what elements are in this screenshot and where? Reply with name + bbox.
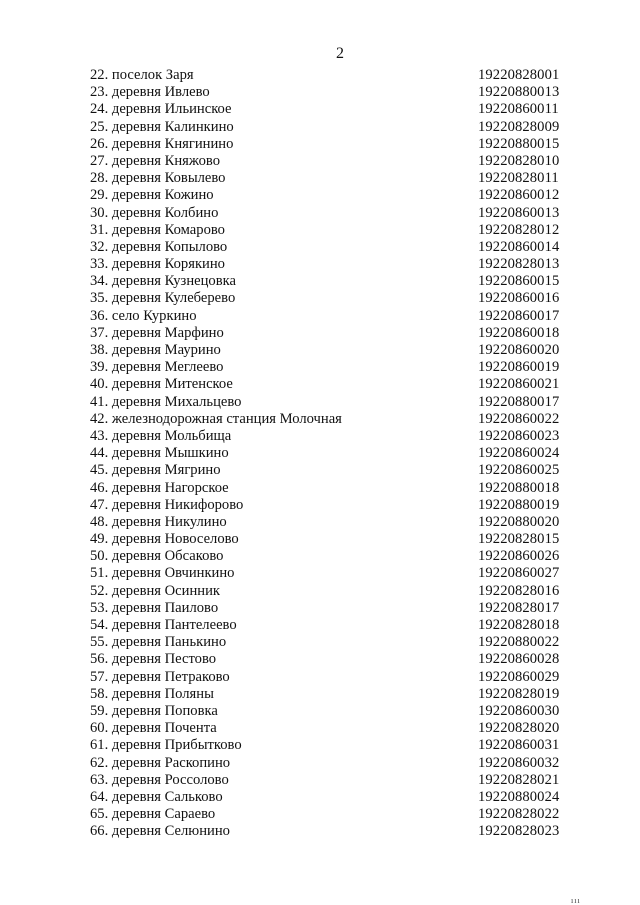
settlement-name: 47. деревня Никифорово: [90, 496, 244, 513]
list-item: [90, 462, 570, 479]
settlement-name: 53. деревня Паилово: [90, 599, 219, 616]
settlement-code: 19220860030: [478, 702, 560, 719]
settlement-name: 23. деревня Ивлево: [90, 84, 210, 101]
settlement-name: 38. деревня Маурино: [90, 342, 221, 358]
settlement-code: 19220860027: [478, 565, 560, 582]
settlement-name: 25. деревня Калинкино: [90, 118, 234, 135]
list-item: [90, 651, 570, 668]
settlement-code: 19220860011: [478, 101, 559, 118]
list-item: [90, 101, 570, 118]
list-item: [90, 411, 570, 428]
list-item: [90, 376, 570, 393]
list-item: [90, 686, 570, 703]
list-item: [90, 205, 570, 222]
settlement-name: 36. село Куркино: [90, 307, 197, 324]
settlement-code: 19220860015: [478, 273, 560, 290]
settlement-name: 64. деревня Сальково: [90, 788, 223, 805]
settlement-code: 19220860014: [478, 238, 560, 255]
settlement-name: 34. деревня Кузнецовка: [90, 273, 236, 290]
settlement-code: 19220880024: [478, 788, 560, 805]
settlement-code: 19220860026: [478, 548, 560, 565]
settlement-code: 19220828009: [478, 118, 560, 135]
settlement-name: 65. деревня Сараево: [90, 806, 216, 823]
settlement-name: 61. деревня Прибытково: [90, 737, 242, 754]
settlement-code: 19220828016: [478, 582, 560, 599]
settlement-code: 19220860028: [478, 651, 560, 668]
list-item: [90, 256, 570, 273]
settlement-name: 43. деревня Мольбища: [90, 427, 232, 444]
list-item: [90, 737, 570, 754]
settlement-name: 55. деревня Панькино: [90, 634, 227, 651]
corner-scan-mark: ııı: [571, 896, 581, 905]
settlement-list: [90, 67, 570, 840]
settlement-code: 19220860029: [478, 668, 560, 685]
settlement-code: 19220880022: [478, 634, 560, 651]
settlement-code: 19220860020: [478, 342, 560, 358]
settlement-name: 59. деревня Поповка: [90, 702, 218, 719]
settlement-name: 37. деревня Марфино: [90, 324, 224, 341]
settlement-name: 58. деревня Поляны: [90, 685, 214, 702]
list-item: [90, 720, 570, 737]
settlement-code: 19220828022: [478, 806, 560, 823]
settlement-name: 26. деревня Княгинино: [90, 135, 234, 152]
settlement-code: 19220860021: [478, 376, 560, 393]
settlement-name: 50. деревня Обсаково: [90, 548, 224, 565]
settlement-name: 35. деревня Кулеберево: [90, 290, 236, 307]
settlement-code: 19220828012: [478, 221, 560, 238]
settlement-name: 27. деревня Княжово: [90, 152, 220, 169]
list-item: [90, 308, 570, 325]
list-item: [90, 187, 570, 204]
settlement-name: 44. деревня Мышкино: [90, 445, 229, 462]
settlement-name: 32. деревня Копылово: [90, 238, 228, 255]
settlement-code: 19220880017: [478, 393, 560, 410]
settlement-name: 30. деревня Колбино: [90, 204, 219, 221]
list-item: [90, 772, 570, 789]
settlement-code: 19220860018: [478, 324, 560, 341]
list-item: [90, 755, 570, 772]
settlement-name: 54. деревня Пантелеево: [90, 617, 237, 633]
settlement-code: 19220828023: [478, 823, 560, 840]
list-item: [90, 136, 570, 153]
settlement-name: 28. деревня Ковылево: [90, 170, 226, 187]
settlement-name: 48. деревня Никулино: [90, 513, 227, 530]
list-item: [90, 119, 570, 136]
settlement-code: 19220828019: [478, 685, 560, 702]
list-item: [90, 497, 570, 514]
settlement-code: 19220860016: [478, 290, 560, 307]
list-item: [90, 583, 570, 600]
settlement-name: 45. деревня Мягрино: [90, 462, 221, 479]
list-item: [90, 170, 570, 187]
settlement-code: 19220860025: [478, 462, 560, 479]
settlement-name: 63. деревня Россолово: [90, 771, 229, 788]
list-item: [90, 342, 570, 359]
settlement-code: 19220880013: [478, 84, 560, 101]
settlement-code: 19220860017: [478, 307, 560, 324]
list-item: [90, 548, 570, 565]
settlement-code: 19220860024: [478, 445, 560, 462]
list-item: [90, 359, 570, 376]
settlement-name: 31. деревня Комарово: [90, 221, 225, 238]
settlement-code: 19220828001: [478, 67, 560, 83]
settlement-code: 19220860012: [478, 187, 560, 204]
list-item: [90, 153, 570, 170]
settlement-code: 19220828018: [478, 617, 560, 633]
list-item: [90, 325, 570, 342]
settlement-code: 19220860019: [478, 359, 560, 376]
list-item: [90, 290, 570, 307]
settlement-code: 19220880018: [478, 479, 560, 496]
settlement-name: 42. железнодорожная станция Молочная: [90, 410, 342, 427]
settlement-code: 19220880015: [478, 135, 560, 152]
list-item: [90, 806, 570, 823]
settlement-name: 41. деревня Михальцево: [90, 393, 242, 410]
settlement-name: 57. деревня Петраково: [90, 668, 230, 685]
settlement-name: 62. деревня Раскопино: [90, 754, 231, 771]
settlement-name: 40. деревня Митенское: [90, 376, 233, 393]
settlement-code: 19220828013: [478, 256, 560, 273]
settlement-name: 52. деревня Осинник: [90, 582, 220, 599]
settlement-name: 66. деревня Селюнино: [90, 823, 230, 840]
settlement-name: 39. деревня Меглеево: [90, 359, 224, 376]
settlement-code: 19220880019: [478, 496, 560, 513]
settlement-code: 19220860022: [478, 410, 560, 427]
settlement-name: 29. деревня Кожино: [90, 187, 214, 204]
settlement-code: 19220860013: [478, 204, 560, 221]
list-item: [90, 394, 570, 411]
settlement-code: 19220828011: [478, 170, 559, 187]
settlement-name: 46. деревня Нагорское: [90, 479, 229, 496]
list-item: [90, 823, 570, 840]
list-item: [90, 565, 570, 582]
settlement-name: 51. деревня Овчинкино: [90, 565, 235, 582]
settlement-name: 22. поселок Заря: [90, 67, 194, 83]
settlement-code: 19220828010: [478, 152, 560, 169]
list-item: [90, 634, 570, 651]
settlement-code: 19220828021: [478, 771, 560, 788]
list-item: [90, 239, 570, 256]
page-number: 2: [336, 45, 344, 62]
list-item: [90, 84, 570, 101]
settlement-code: 19220860031: [478, 737, 560, 754]
settlement-code: 19220828020: [478, 720, 560, 737]
list-item: [90, 67, 570, 84]
list-item: [90, 617, 570, 634]
list-item: [90, 669, 570, 686]
settlement-name: 33. деревня Корякино: [90, 256, 225, 273]
list-item: [90, 445, 570, 462]
settlement-code: 19220860032: [478, 754, 560, 771]
settlement-code: 19220880020: [478, 513, 560, 530]
list-item: [90, 789, 570, 806]
list-item: [90, 600, 570, 617]
list-item: [90, 703, 570, 720]
settlement-name: 24. деревня Ильинское: [90, 101, 232, 118]
settlement-name: 49. деревня Новоселово: [90, 531, 239, 548]
settlement-code: 19220828017: [478, 599, 560, 616]
list-item: [90, 222, 570, 239]
list-item: [90, 514, 570, 531]
settlement-name: 56. деревня Пестово: [90, 651, 217, 668]
list-item: [90, 273, 570, 290]
settlement-code: 19220860023: [478, 427, 560, 444]
settlement-code: 19220828015: [478, 531, 560, 548]
list-item: [90, 480, 570, 497]
settlement-name: 60. деревня Почента: [90, 720, 217, 737]
list-item: [90, 428, 570, 445]
list-item: [90, 531, 570, 548]
